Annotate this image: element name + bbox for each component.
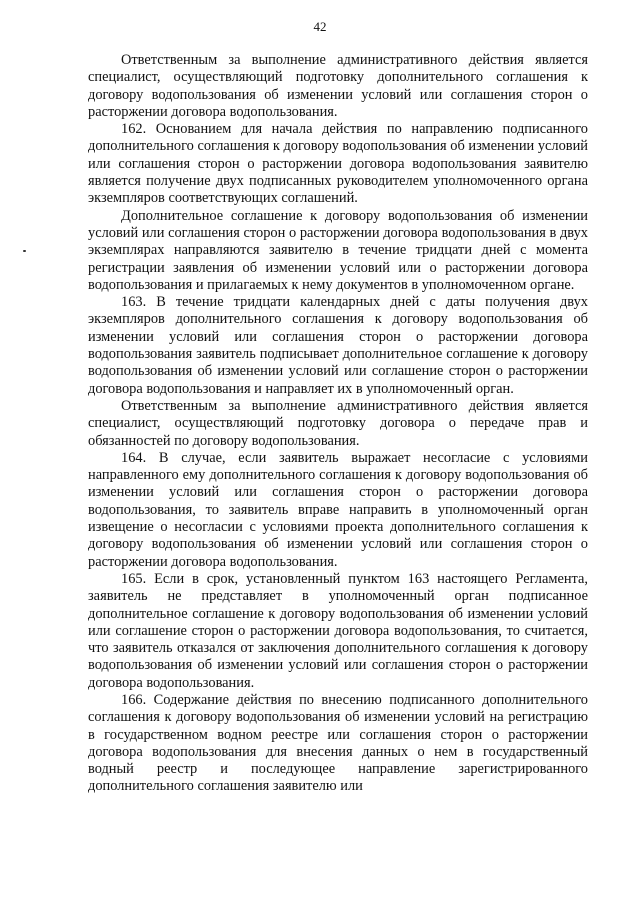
paragraph-responsible-specialist-1: Ответственным за выполнение административного действия является специалист, осуществляющий подготовку дополнительного соглашения к договору водопользования об изменении условий или соглашения сторон о расторжении договора водопользования. xyxy=(88,52,588,120)
paragraph-162: 162. Основанием для начала действия по направлению подписанного дополнительного соглашения к договору водопользования об изменении условий или соглашения сторон о расторжении договора водопользования заявителю является получение двух подписанных руководителем уполномоченного органа экземпляров соответствующих соглашений. xyxy=(88,121,588,207)
paragraph-165: 165. Если в срок, установленный пунктом 163 настоящего Регламента, заявитель не представляет в уполномоченный орган подписанное дополнительное соглашение к договору водопользования об изменении условий или соглашение сторон о расторжении договора водопользования, то считается, что заявитель отказался от заключения дополнительного соглашения к договору водопользования об изменении условий или соглашения сторон о расторжении договора водопользования. xyxy=(88,570,588,691)
paragraph-164: 164. В случае, если заявитель выражает несогласие с условиями направленного ему дополнительного соглашения к договору водопользования об изменении условий или соглашения сторон о расторжении договора водопользования, то заявитель вправе направить в уполномоченный орган извещение о несогласии с условиями проекта дополнительного соглашения к договору водопользования об изменении условий или соглашения сторон о расторжении договора водопользования. xyxy=(88,449,588,570)
margin-mark xyxy=(23,250,26,252)
page-number: 42 xyxy=(313,19,327,34)
paragraph-166: 166. Содержание действия по внесению подписанного дополнительного соглашения к договору водопользования об изменении условий на регистрацию в государственном водном реестре или соглашения сторон о расторжении договора водопользования для внесения данных о нем в государственный водный реестр и последующее направление зарегистрированного дополнительного соглашения заявителю или xyxy=(88,691,588,795)
paragraph-responsible-specialist-2: Ответственным за выполнение административного действия является специалист, осуществляющий подготовку договора о передаче прав и обязанностей по договору водопользования. xyxy=(88,397,588,449)
document-body xyxy=(88,52,588,796)
paragraph-additional-agreement: Дополнительное соглашение к договору водопользования об изменении условий или соглашения сторон о расторжении договора водопользования в двух экземплярах направляются заявителю в течение тридцати дней с момента регистрации заявления об изменении условий или о расторжении договора водопользования и прилагаемых к нему документов в уполномоченном органе. xyxy=(88,207,588,293)
paragraph-163: 163. В течение тридцати календарных дней с даты получения двух экземпляров дополнительного соглашения к договору водопользования об изменении условий или соглашения сторон о расторжении договора водопользования заявитель подписывает дополнительное соглашение к договору водопользования об изменении условий или соглашение сторон о расторжении договора водопользования и направляет их в уполномоченный орган. xyxy=(88,294,588,397)
